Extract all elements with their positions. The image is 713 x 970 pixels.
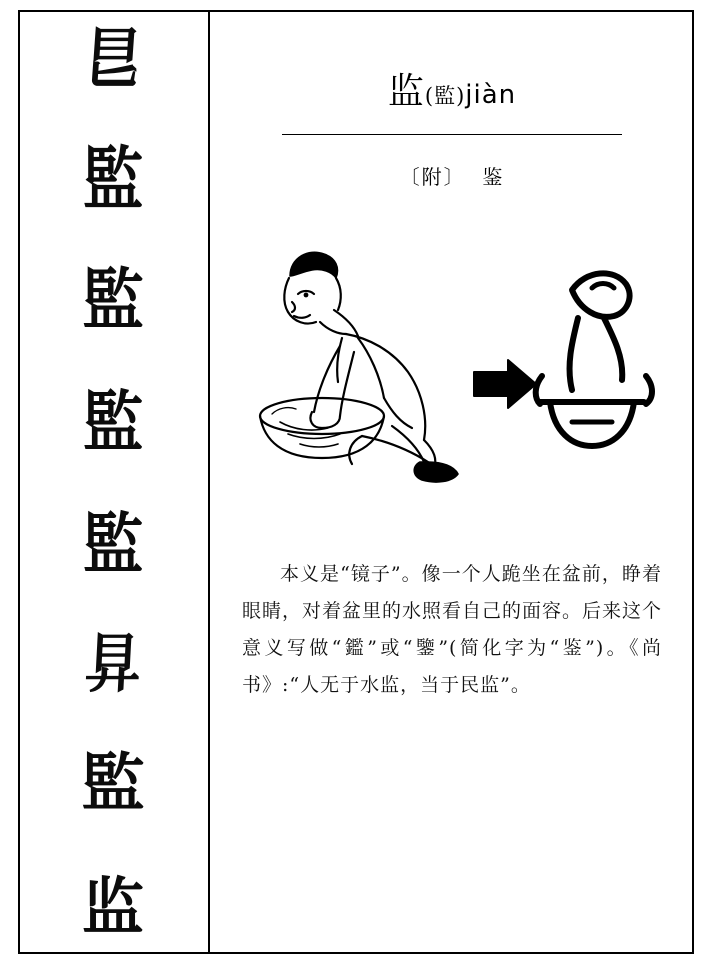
arrow-icon: [474, 360, 536, 408]
headword-variant: 監: [434, 84, 457, 108]
derived-glyph-drawing: [536, 273, 652, 446]
character-evolution-column: [20, 12, 206, 952]
headword-rule: [282, 134, 622, 135]
script-form-seal-script-1: 監: [83, 506, 143, 584]
headword: [242, 72, 662, 112]
headword-variant-open: (: [424, 84, 435, 108]
script-form-bronze-script-1: 監: [83, 139, 143, 220]
appendix-line: [242, 161, 662, 190]
entry-body: [212, 12, 692, 952]
appendix-bracket-open: 〔: [399, 164, 422, 189]
appendix-label: 附: [421, 164, 444, 189]
headword-pinyin: jiàn: [465, 80, 517, 110]
illustration: [242, 226, 662, 526]
column-divider: [208, 10, 210, 954]
script-form-oracle-bone-script: 𥃩: [79, 20, 147, 98]
appendix-bracket-close: 〕: [443, 164, 466, 189]
illustration-drawing: [242, 226, 662, 526]
headword-variant-close: ): [456, 84, 466, 108]
headword-character: 监: [387, 71, 425, 112]
script-form-bronze-script-3: 監: [83, 384, 143, 462]
script-form-regular-script: 监: [81, 869, 144, 943]
script-form-bronze-script-2: 監: [82, 262, 144, 341]
script-form-clerical-script: 監: [81, 747, 145, 821]
script-form-seal-script-2: 𥃲: [81, 627, 145, 702]
appendix-character: 鉴: [482, 164, 505, 189]
explanation-text: 本义是“镜子”。像一个人跪坐在盆前，睁着眼睛，对着盆里的水照看自己的面容。后来这个意义写做“鑑”或“鑒”(简化字为“鉴”)。《尚书》:“人无于水监，当于民监”。: [242, 562, 663, 696]
